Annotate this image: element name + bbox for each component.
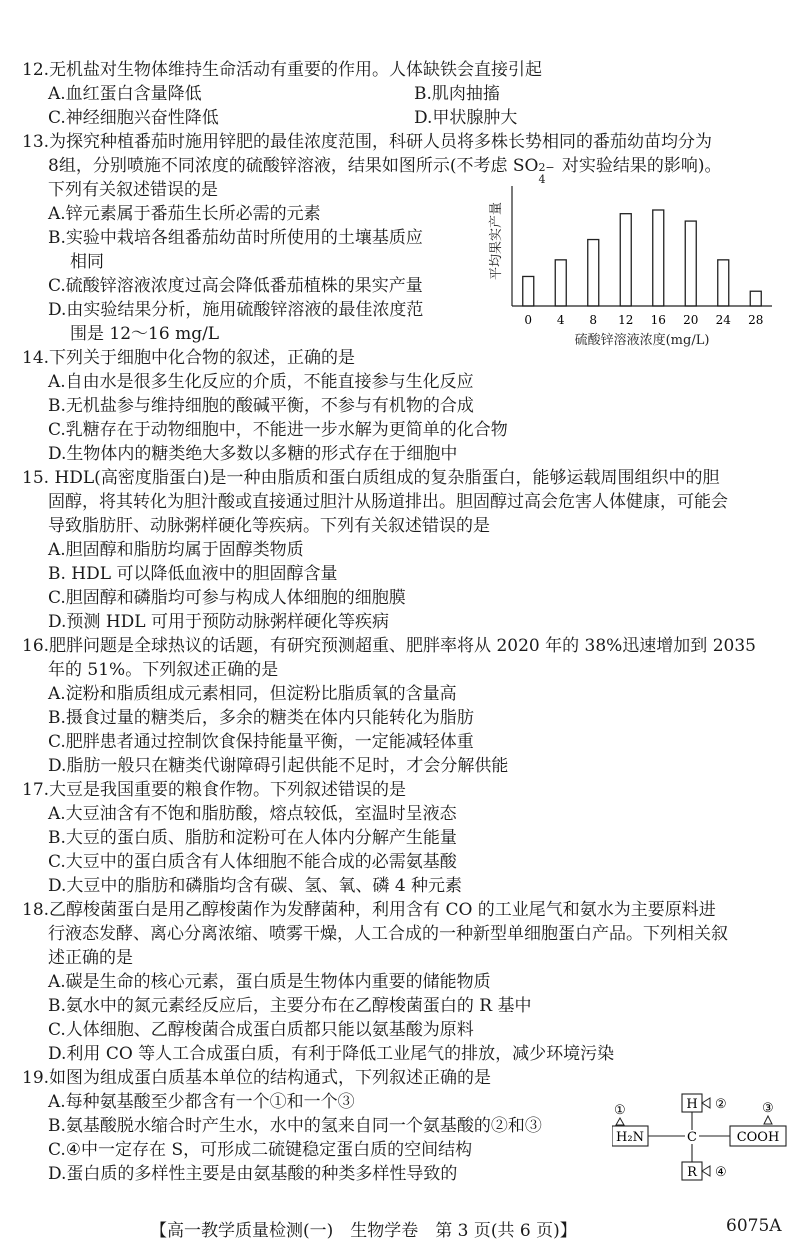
nh2-label: H₂N: [616, 1130, 644, 1145]
q15-stem-1: 15. HDL(高密度脂蛋白)是一种由脂质和蛋白质组成的复杂脂蛋白，能够运载周围组织中的胆: [22, 468, 720, 488]
arrow-2: [702, 1098, 710, 1108]
x-tick-16: 16: [650, 313, 666, 327]
q13-option-a: A.锌元素属于番茄生长所必需的元素: [48, 204, 321, 224]
amino-acid-structure-diagram: [612, 1088, 788, 1188]
bar-12: [620, 214, 631, 306]
y-axis-label: 平均果实产量: [489, 201, 504, 280]
q16-stem-1: 16.肥胖问题是全球热议的话题，有研究预测超重、肥胖率将从 2020 年的 38%迅速增加到 2035: [22, 636, 756, 656]
label-4: ④: [715, 1165, 727, 1180]
q15-stem-2: 固醇，将其转化为胆汁酸或直接通过胆汁从肠道排出。胆固醇过高会危害人体健康，可能会: [48, 492, 728, 512]
h-label: H: [686, 1097, 698, 1112]
q18-stem-1: 18.乙醇梭菌蛋白是用乙醇梭菌作为发酵菌种，利用含有 CO 的工业尾气和氨水为主要原料进: [22, 900, 716, 920]
cooh-label: COOH: [736, 1130, 780, 1145]
q12-option-c: C.神经细胞兴奋性降低: [48, 108, 219, 128]
q14-option-b: B.无机盐参与维持细胞的酸碱平衡，不参与有机物的合成: [48, 396, 474, 416]
q15-stem-3: 导致脂肪肝、动脉粥样硬化等疾病。下列有关叙述错误的是: [48, 516, 490, 536]
q19-option-b: B.氨基酸脱水缩合时产生水，水中的氢来自同一个氨基酸的②和③: [48, 1116, 542, 1136]
bar-24: [718, 260, 729, 306]
q12-option-d: D.甲状腺肿大: [414, 108, 518, 128]
r-label: R: [687, 1165, 697, 1180]
q18-option-c: C.人体细胞、乙醇梭菌合成蛋白质都只能以氨基酸为原料: [48, 1020, 474, 1040]
q17-option-a: A.大豆油含有不饱和脂肪酸，熔点较低，室温时呈液态: [48, 804, 457, 824]
q13-stem-2: 8组，分别喷施不同浓度的硫酸锌溶液，结果如图所示(不考虑 SO 2− 4 对实验结果的影响)。: [48, 156, 722, 186]
q16-option-c: C.肥胖患者通过控制饮食保持能量平衡，一定能减轻体重: [48, 732, 474, 752]
bar-4: [555, 260, 566, 306]
x-axis-label: 硫酸锌溶液浓度(mg/L): [574, 333, 710, 348]
q13-option-d-line2: 围是 12～16 mg/L: [70, 324, 220, 344]
q14-option-a: A.自由水是很多生化反应的介质，不能直接参与生化反应: [48, 372, 474, 392]
q17-option-c: C.大豆中的蛋白质含有人体细胞不能合成的必需氨基酸: [48, 852, 457, 872]
q19-option-a: A.每种氨基酸至少都含有一个①和一个③: [48, 1092, 355, 1112]
q14-option-c: C.乳糖存在于动物细胞中，不能进一步水解为更简单的化合物: [48, 420, 508, 440]
q14-option-d: D.生物体内的糖类绝大多数以多糖的形式存在于细胞中: [48, 444, 458, 464]
x-tick-4: 4: [556, 313, 565, 327]
arrow-4: [702, 1166, 710, 1176]
q15-option-c: C.胆固醇和磷脂均可参与构成人体细胞的细胞膜: [48, 588, 406, 608]
q17-stem: 17.大豆是我国重要的粮食作物。下列叙述错误的是: [22, 780, 407, 800]
q12-stem: 12.无机盐对生物体维持生命活动有重要的作用。人体缺铁会直接引起: [22, 60, 543, 80]
q16-option-b: B.摄食过量的糖类后，多余的糖类在体内只能转化为脂肪: [48, 708, 474, 728]
label-3: ③: [762, 1101, 774, 1116]
q13-stem-1: 13.为探究种植番茄时施用锌肥的最佳浓度范围，科研人员将多株长势相同的番茄幼苗均分为: [22, 132, 713, 152]
label-1: ①: [614, 1103, 626, 1118]
q17-option-b: B.大豆的蛋白质、脂肪和淀粉可在人体内分解产生能量: [48, 828, 457, 848]
q13-option-b-line2: 相同: [70, 252, 104, 272]
page-footer: [0, 1216, 800, 1246]
bar-8: [588, 240, 599, 306]
q18-stem-3: 述正确的是: [48, 948, 133, 968]
q16-stem-2: 年的 51%。下列叙述正确的是: [48, 660, 279, 680]
q13-option-d-line1: D.由实验结果分析，施用硫酸锌溶液的最佳浓度范: [48, 300, 424, 320]
q19-stem: 19.如图为组成蛋白质基本单位的结构通式，下列叙述正确的是: [22, 1068, 492, 1088]
q15-option-b: B. HDL 可以降低血液中的胆固醇含量: [48, 564, 338, 584]
q19-option-c: C.④中一定存在 S，可形成二硫键稳定蛋白质的空间结构: [48, 1140, 473, 1160]
q18-stem-2: 行液态发酵、离心分离浓缩、喷雾干燥，人工合成的一种新型单细胞蛋白产品。下列相关叙: [48, 924, 728, 944]
arrow-3: [764, 1116, 772, 1124]
footer-code: 6075A: [726, 1216, 782, 1236]
q13-option-b-line1: B.实验中栽培各组番茄幼苗时所使用的土壤基质应: [48, 228, 423, 248]
x-tick-0: 0: [524, 313, 533, 327]
q18-option-a: A.碳是生命的核心元素，蛋白质是生物体内重要的储能物质: [48, 972, 491, 992]
bar-0: [523, 276, 534, 306]
label-2: ②: [715, 1097, 727, 1112]
q15-option-d: D.预测 HDL 可用于预防动脉粥样硬化等疾病: [48, 612, 389, 632]
q16-option-a: A.淀粉和脂质组成元素相同，但淀粉比脂质氧的含量高: [48, 684, 457, 704]
bar-28: [750, 291, 761, 306]
footer-title: 【高一教学质量检测(一) 生物学卷 第 3 页(共 6 页)】: [150, 1221, 577, 1241]
q17-option-d: D.大豆中的脂肪和磷脂均含有碳、氢、氧、磷 4 种元素: [48, 876, 463, 896]
q19-option-d: D.蛋白质的多样性主要是由氨基酸的种类多样性导致的: [48, 1164, 458, 1184]
q12-option-a: A.血红蛋白含量降低: [48, 84, 202, 104]
q18-option-b: B.氨水中的氮元素经反应后，主要分布在乙醇梭菌蛋白的 R 基中: [48, 996, 532, 1016]
x-tick-24: 24: [715, 313, 731, 327]
x-tick-8: 8: [589, 313, 598, 327]
x-tick-28: 28: [748, 313, 764, 327]
q13-option-c: C.硫酸锌溶液浓度过高会降低番茄植株的果实产量: [48, 276, 423, 296]
arrow-1: [616, 1118, 624, 1125]
q18-option-d: D.利用 CO 等人工合成蛋白质，有利于降低工业尾气的排放，减少环境污染: [48, 1044, 615, 1064]
bar-16: [653, 210, 664, 306]
q14-stem: 14.下列关于细胞中化合物的叙述，正确的是: [22, 348, 356, 368]
q13-stem-3: 下列有关叙述错误的是: [48, 180, 218, 200]
carbon-label: C: [687, 1130, 697, 1145]
q12-option-b: B.肌肉抽搐: [414, 84, 500, 104]
bar-20: [685, 221, 696, 306]
q16-option-d: D.脂肪一般只在糖类代谢障碍引起供能不足时，才会分解供能: [48, 756, 509, 776]
x-tick-12: 12: [618, 313, 634, 327]
x-tick-20: 20: [683, 313, 699, 327]
zinc-yield-bar-chart: [486, 180, 778, 348]
q15-option-a: A.胆固醇和脂肪均属于固醇类物质: [48, 540, 304, 560]
